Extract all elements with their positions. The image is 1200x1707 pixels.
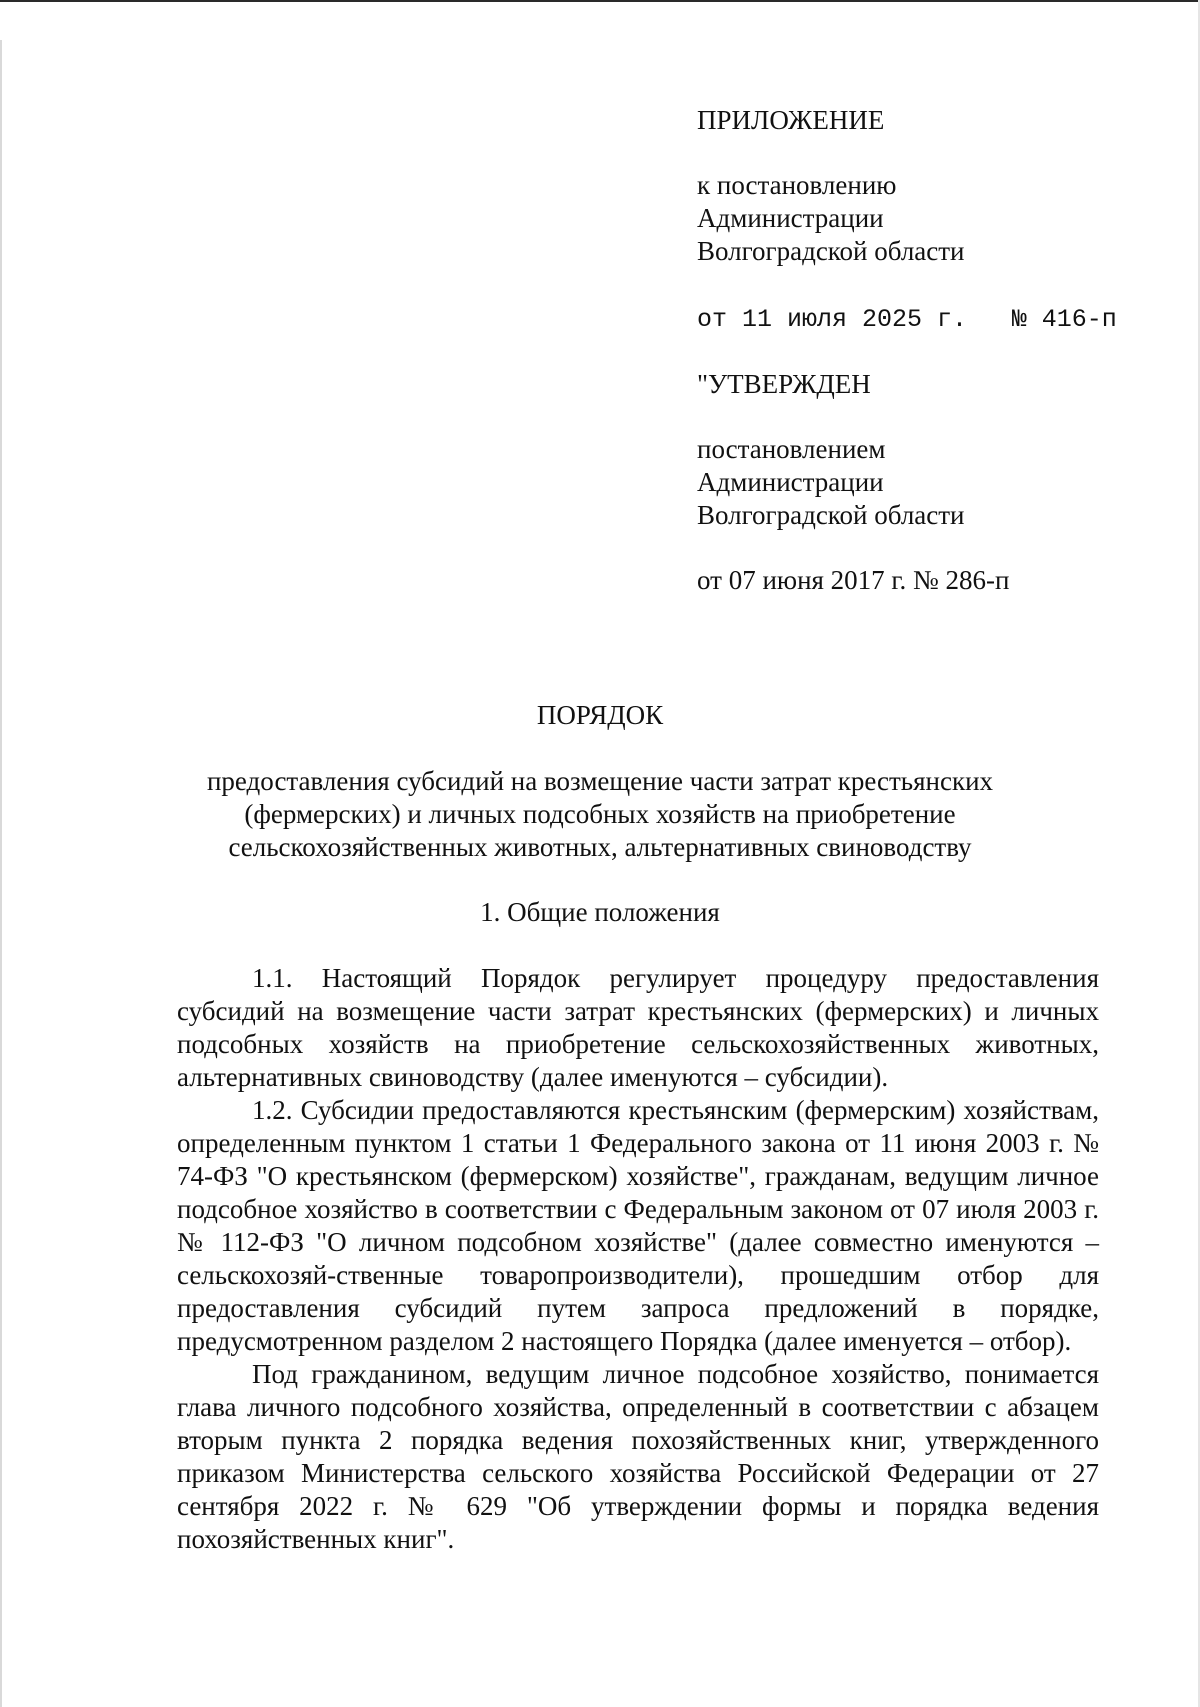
approved-by-line-2: Администрации [697, 467, 884, 497]
section-heading: 1. Общие положения [480, 897, 720, 927]
scan-edge-top [0, 0, 1200, 2]
document-title: ПОРЯДОК [536, 700, 664, 730]
scan-edge-left [0, 40, 2, 1707]
approved-label: "УТВЕРЖДЕН [697, 369, 871, 399]
to-resolution-line-3: Волгоградской области [697, 236, 965, 266]
document-subtitle [0, 765, 1200, 864]
paragraph-1-2: 1.2. Субсидии предоставляются крестьянским (фермерским) хозяйствам, определенным пунктом 1 статьи 1 Федерального закона от 11 июня 2003 г. № 74-ФЗ "О крестьянском (фермерском) хозяйстве", гражданам, ведущим личное подсобное хозяйство в соответствии с Федеральным законом от 07 июля 2003 г. № 112-ФЗ "О личном подсобном хозяйстве" (далее совместно именуются – сельскохозяй-ственные товаропроизводители), прошедшим отбор для предоставления субсидий путем запроса предложений в порядке, предусмотренном разделом 2 настоящего Порядка (далее именуется – отбор). [177, 1095, 1099, 1356]
appendix-title: ПРИЛОЖЕНИЕ [697, 105, 885, 135]
paragraph-1-1: 1.1. Настоящий Порядок регулирует процедуру предоставления субсидий на возмещение части затрат крестьянских (фермерских) и личных подсобных хозяйств на приобретение сельскохозяйственных животных, альтернативных свиноводству (далее именуются – субсидии). [177, 963, 1099, 1092]
document-body [177, 962, 1099, 1556]
resolution-date-line [697, 301, 1137, 336]
approved-date-number: от 07 июня 2017 г. № 286-п [697, 565, 1010, 595]
resolution-number: № 416-п [1011, 305, 1117, 334]
approved-by-line-3: Волгоградской области [697, 500, 965, 530]
approved-by-line-1: постановлением [697, 434, 886, 464]
subtitle-line-2: (фермерских) и личных подсобных хозяйств на приобретение [244, 799, 956, 829]
resolution-date: от 11 июля 2025 г. [697, 305, 968, 334]
to-resolution-line-2: Администрации [697, 203, 884, 233]
appendix-header [697, 104, 1137, 597]
to-resolution-line-1: к постановлению [697, 170, 897, 200]
subtitle-line-3: сельскохозяйственных животных, альтернативных свиноводству [228, 832, 972, 862]
paragraph-citizen-definition: Под гражданином, ведущим личное подсобное хозяйство, понимается глава личного подсобного хозяйства, определенный в соответствии с абзацем вторым пункта 2 порядка ведения похозяйственных книг, утвержденного приказом Министерства сельского хозяйства Российской Федерации от 27 сентября 2022 г. № 629 "Об утверждении формы и порядка ведения похозяйственных книг". [177, 1359, 1099, 1554]
subtitle-line-1: предоставления субсидий на возмещение части затрат крестьянских [206, 766, 994, 796]
